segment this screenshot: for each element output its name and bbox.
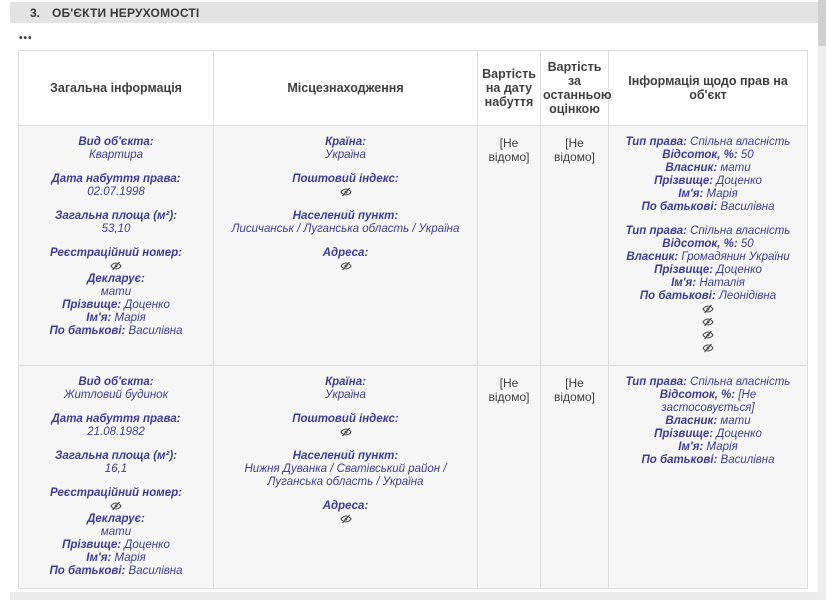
unknown-value: [Не відомо]: [488, 376, 530, 404]
eye-off-icon: [220, 186, 471, 199]
spacer: [220, 162, 471, 173]
eye-off-icon: [220, 426, 471, 439]
field-value: Марія: [114, 312, 146, 324]
field-value: Доценко: [124, 299, 170, 311]
field-pair: [615, 225, 801, 238]
spacer: [615, 214, 801, 225]
field-value: 16,1: [104, 463, 128, 475]
table-row: [19, 126, 808, 366]
col-header-value-acquisition: Вартість на дату набуття: [478, 51, 541, 126]
field-value: Марія: [114, 552, 146, 564]
field-value: Україна: [325, 389, 366, 401]
field-label: По батькові:: [49, 325, 129, 337]
field-label: Адреса:: [322, 247, 369, 259]
field-value: Марія: [706, 441, 738, 453]
cell-general-info: [19, 126, 214, 366]
spacer: [25, 476, 207, 487]
field-label: По батькові:: [49, 565, 129, 577]
spacer: [25, 439, 207, 450]
spacer: [220, 199, 471, 210]
table-header-row: [19, 51, 808, 126]
field-value: Спільна власність: [690, 136, 791, 148]
field-value: Доценко: [124, 539, 170, 551]
field-pair: [615, 277, 801, 290]
cell-rights-info: [609, 366, 808, 589]
field-label: Власник:: [665, 415, 721, 427]
field-value: Василівна: [720, 454, 775, 466]
field-pair: [615, 201, 801, 214]
field-pair: [615, 162, 801, 175]
spacer: [25, 402, 207, 413]
field-label: Загальна площа (м²):: [54, 210, 178, 222]
cell-location: [214, 366, 478, 589]
field-value: Спільна власність: [690, 225, 791, 237]
field-value: 02.07.1998: [87, 186, 145, 198]
field-label: Прізвище:: [654, 175, 717, 187]
field-pair: [615, 454, 801, 467]
field-label: Дата набуття права:: [51, 173, 181, 185]
scrollbar-track[interactable]: [818, 0, 826, 600]
eye-off-icon: [615, 316, 801, 329]
field-value: Житловий будинок: [63, 389, 168, 401]
field-pair: [25, 325, 207, 338]
cell-general-info: [19, 366, 214, 589]
field-value: Нижня Дуванка / Сватівський район / Луганська область / Україна: [244, 463, 447, 488]
field-label: Країна:: [325, 376, 366, 388]
field-value: Квартира: [88, 149, 144, 161]
section-header-bar: [10, 2, 820, 23]
field-value: Україна: [325, 149, 366, 161]
field-value: Василівна: [128, 325, 183, 337]
field-label: Вид об'єкта:: [78, 136, 154, 148]
field-pair: [615, 238, 801, 251]
field-value: мати: [720, 415, 751, 427]
field-value: мати: [720, 162, 751, 174]
unknown-value: [Не відомо]: [488, 136, 530, 164]
field-label: Прізвище:: [654, 428, 717, 440]
field-pair: [25, 299, 207, 312]
real-estate-table: [18, 50, 808, 589]
eye-off-icon: [220, 513, 471, 526]
field-pair: [615, 376, 801, 389]
field-pair: [615, 290, 801, 303]
field-label: Ім'я:: [678, 441, 707, 453]
col-header-value-last-assessment: Вартість за останньою оцінкою: [541, 51, 609, 126]
field-value: 50: [740, 238, 754, 250]
cell-value-acquisition: [478, 366, 541, 589]
field-label: Прізвище:: [62, 299, 125, 311]
field-pair: [615, 175, 801, 188]
field-label: Загальна площа (м²):: [54, 450, 178, 462]
field-value: Марія: [706, 188, 738, 200]
field-label: Декларує:: [87, 513, 145, 525]
field-pair: [25, 552, 207, 565]
field-label: Поштовий індекс:: [292, 413, 399, 425]
field-label: Ім'я:: [671, 277, 700, 289]
field-value: Доценко: [716, 175, 762, 187]
field-value: 50: [740, 149, 754, 161]
field-value: мати: [100, 286, 132, 298]
eye-off-icon: [220, 260, 471, 273]
eye-off-icon: [25, 500, 207, 513]
field-label: По батькові:: [641, 201, 721, 213]
table-row: [19, 366, 808, 589]
field-label: Вид об'єкта:: [78, 376, 154, 388]
section-number: 3.: [30, 5, 41, 20]
spacer: [220, 439, 471, 450]
spacer: [220, 489, 471, 500]
spacer: [25, 162, 207, 173]
field-label: Прізвище:: [62, 539, 125, 551]
field-value: Василівна: [128, 565, 183, 577]
cell-value-last-assessment: [541, 126, 609, 366]
field-value: Доценко: [716, 264, 762, 276]
eye-off-icon: [615, 303, 801, 316]
field-value: Леонідівна: [718, 290, 777, 302]
spacer: [25, 199, 207, 210]
field-label: Країна:: [325, 136, 366, 148]
field-label: Ім'я:: [86, 312, 115, 324]
cell-value-acquisition: [478, 126, 541, 366]
field-label: По батькові:: [641, 454, 721, 466]
unknown-value: [Не відомо]: [554, 136, 595, 164]
field-pair: [615, 264, 801, 277]
spacer: [220, 236, 471, 247]
field-pair: [615, 188, 801, 201]
field-value: [Не застосовується]: [661, 389, 757, 414]
field-label: Відсоток, %:: [662, 238, 741, 250]
field-label: Прізвище:: [654, 264, 717, 276]
field-pair: [615, 149, 801, 162]
field-label: Адреса:: [322, 500, 369, 512]
field-pair: [615, 441, 801, 454]
eye-off-icon: [25, 260, 207, 273]
field-label: По батькові:: [639, 290, 719, 302]
field-value: 21.08.1982: [87, 426, 145, 438]
field-value: 53,10: [101, 223, 131, 235]
field-value: Лисичанськ / Луганська область / Україна: [231, 223, 460, 235]
field-label: Власник:: [626, 251, 682, 263]
field-pair: [25, 312, 207, 325]
field-value: Наталія: [699, 277, 745, 289]
section-title: ОБ'ЄКТИ НЕРУХОМОСТІ: [52, 5, 200, 20]
field-label: Реєстраційний номер:: [50, 487, 182, 499]
field-label: Реєстраційний номер:: [50, 247, 182, 259]
field-label: Відсоток, %:: [662, 149, 741, 161]
scrollbar-thumb[interactable]: [818, 0, 826, 46]
col-header-rights-info: Інформація щодо прав на об'єкт: [609, 51, 808, 126]
field-value: Спільна власність: [690, 376, 791, 388]
field-pair: [615, 251, 801, 264]
field-label: Власник:: [665, 162, 721, 174]
field-label: Декларує:: [87, 273, 145, 285]
field-pair: [615, 415, 801, 428]
field-label: Населений пункт:: [292, 210, 399, 222]
field-value: Василівна: [720, 201, 775, 213]
cell-rights-info: [609, 126, 808, 366]
field-label: Дата набуття права:: [51, 413, 181, 425]
unknown-value: [Не відомо]: [554, 376, 595, 404]
collapsed-content-indicator: •••: [19, 33, 33, 44]
cell-location: [214, 126, 478, 366]
field-label: Відсоток, %:: [659, 389, 739, 401]
field-label: Тип права:: [625, 225, 691, 237]
col-header-general-info: Загальна інформація: [19, 51, 214, 126]
field-value: Доценко: [716, 428, 762, 440]
field-pair: [615, 136, 801, 149]
eye-off-icon: [615, 342, 801, 355]
field-label: Тип права:: [625, 376, 691, 388]
field-pair: [25, 539, 207, 552]
field-label: Ім'я:: [86, 552, 115, 564]
field-pair: [615, 389, 801, 415]
next-section-bar: [10, 592, 818, 600]
cell-value-last-assessment: [541, 366, 609, 589]
field-pair: [25, 565, 207, 578]
field-label: Тип права:: [625, 136, 691, 148]
field-value: Громадянин України: [681, 251, 790, 263]
spacer: [25, 236, 207, 247]
field-label: Поштовий індекс:: [292, 173, 399, 185]
field-label: Населений пункт:: [292, 450, 399, 462]
field-pair: [615, 428, 801, 441]
field-label: Ім'я:: [678, 188, 707, 200]
eye-off-icon: [615, 329, 801, 342]
field-value: мати: [100, 526, 132, 538]
spacer: [220, 402, 471, 413]
col-header-location: Місцезнаходження: [214, 51, 478, 126]
